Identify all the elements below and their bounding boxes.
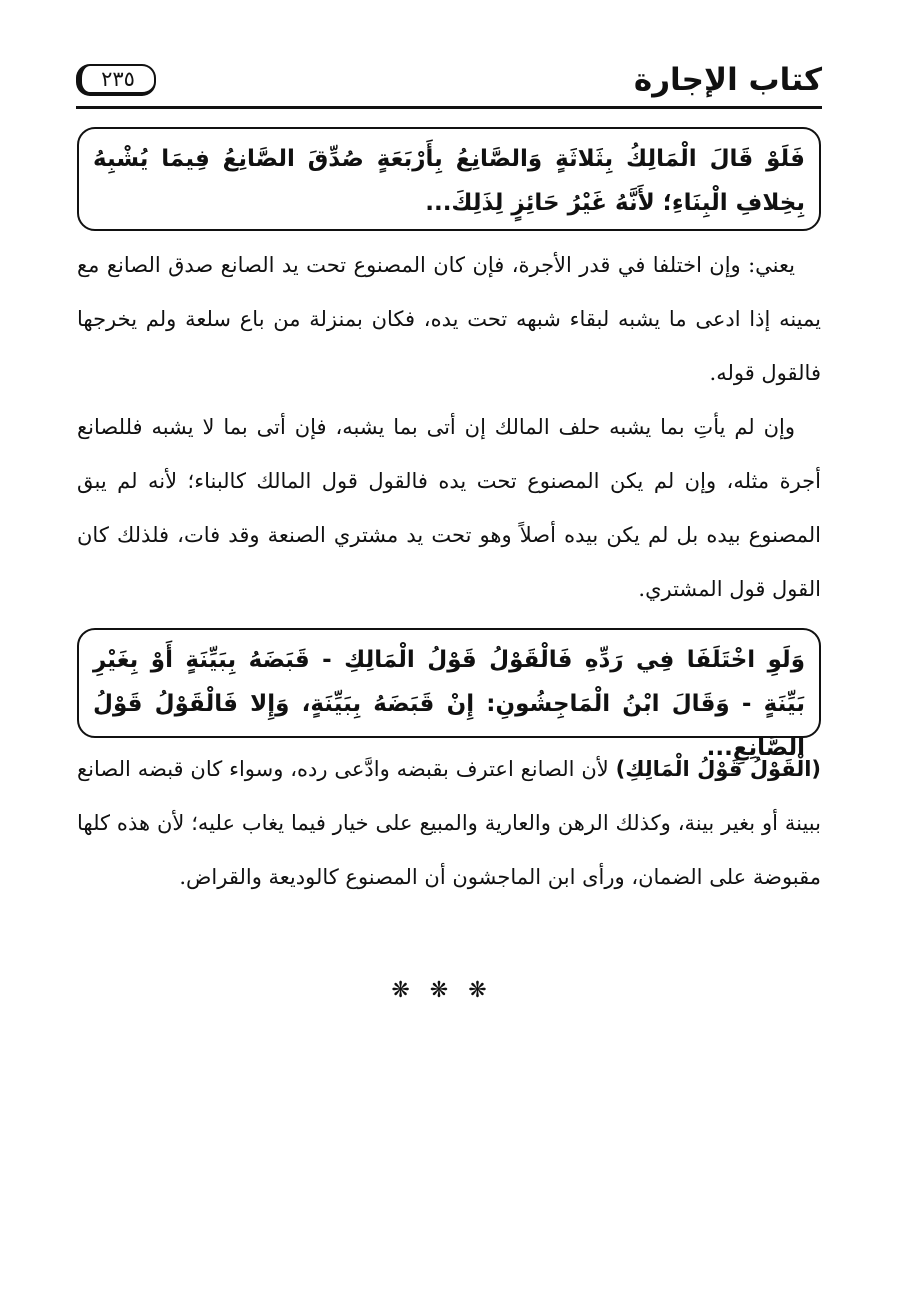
commentary-text: لأن الصانع اعترف بقبضه وادَّعى رده، وسواء كان قبضه الصانع ببينة أو بغير بينة، وكذلك الرهن والعارية والمبيع على خيار فيما يغاب عليه؛ لأن هذه كلها مقبوضة على الضمان، ورأى ابن الماجشون أن المصنوع كالوديعة والقراض. <box>77 757 821 889</box>
header-divider <box>76 106 822 109</box>
matn-box-return-dispute <box>77 628 821 761</box>
page-header <box>76 60 822 106</box>
matn-text: وَلَوِ اخْتَلَفَا فِي رَدِّهِ فَالْقَوْلُ قَوْلُ الْمَالِكِ - قَبَضَهُ بِبَيِّنَةٍ أَوْ بِغَيْرِ بَيِّنَةٍ - وَقَالَ ابْنُ الْمَاجِشُونِ: إِنْ قَبَضَهُ بِبَيِّنَةٍ، وَإِلا فَالْقَوْلُ قَوْلُ الصَّانِعِ... <box>93 647 805 761</box>
commentary-paragraph: وإن لم يأتِ بما يشبه حلف المالك إن أتى بما يشبه، فإن أتى بما لا يشبه فللصانع أجرة مثله، وإن لم يكن المصنوع تحت يده فالقول قول المالك كالبناء؛ لأنه لم يبق المصنوع بيده بل لم يكن بيده أصلاً وهو تحت يد مشتري الصنعة وقد فات، فلذلك كان القول قول المشتري. <box>77 415 821 601</box>
quoted-matn: (الْقَوْلُ قَوْلُ الْمَالِكِ) <box>615 757 821 781</box>
page-number: ٢٣٥ <box>76 64 156 96</box>
matn-box-wages-dispute <box>77 127 821 231</box>
section-separator-ornaments: ❋❋❋ <box>391 978 507 1003</box>
book-title: كتاب الإجارة <box>633 62 822 98</box>
matn-text: فَلَوْ قَالَ الْمَالِكُ بِثَلاثَةٍ وَالصَّانِعُ بِأَرْبَعَةٍ صُدِّقَ الصَّانِعُ فِيمَا يُشْبِهُ بِخِلافِ الْبِنَاءِ؛ لأَنَّهُ غَيْرُ حَائِزٍ لِذَلِكَ... <box>93 146 805 216</box>
commentary-paragraph <box>77 742 821 904</box>
commentary-paragraph: يعني: وإن اختلفا في قدر الأجرة، فإن كان المصنوع تحت يد الصانع صدق الصانع مع يمينه إذا ادعى ما يشبه لبقاء شبهه تحت يده، فكان بمنزلة من باع سلعة ولم يخرجها فالقول قوله. <box>77 253 821 385</box>
